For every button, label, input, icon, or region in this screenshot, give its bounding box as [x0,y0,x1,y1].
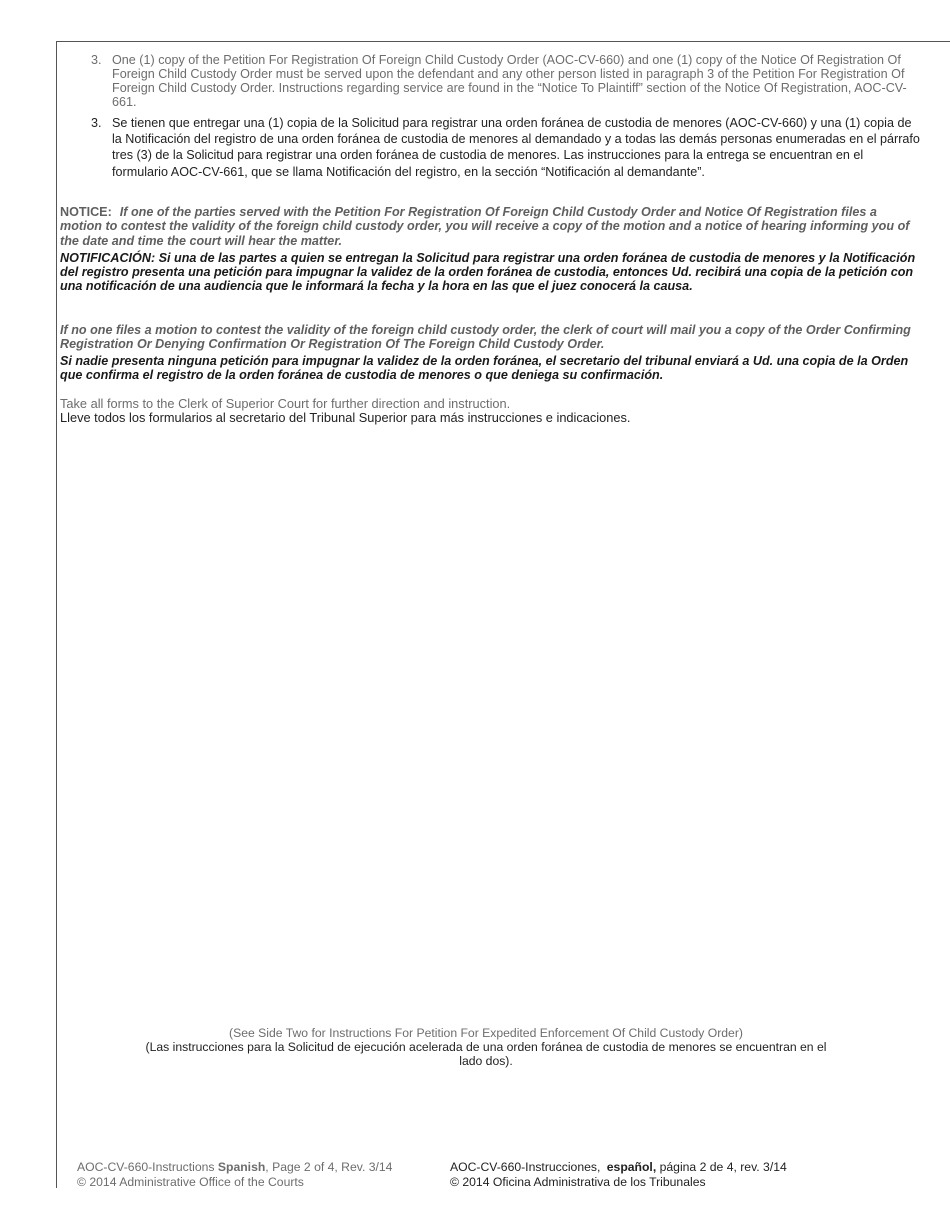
list-item-spanish [91,115,921,180]
notice-label: NOTICE: [60,205,112,219]
footer-left-form-line [77,1160,392,1175]
list-item-english [91,53,921,109]
footer-right-form: AOC-CV-660-Instrucciones, [450,1160,601,1174]
item-text-spanish: Se tienen que entregar una (1) copia de la Solicitud para registrar una orden foránea de custodia de menores (AOC-CV-660) y una (1) copia de la Notificación del registro de una orden foránea de custodia de menores al demandado y a todas las demás personas enumeradas en el párrafo tres (3) de la Solicitud para registrar una orden foránea de custodia de menores. Las instrucciones para la entrega se encuentran en el formulario AOC-CV-661, que se llama Notificación del registro, en la sección “Notificación al demandante”. [112,116,920,179]
footer-left-lang: Spanish [217,1160,266,1174]
footer-right-lang: español, [606,1160,657,1174]
notice-block [60,205,922,294]
side-two-english: (See Side Two for Instructions For Petition For Expedited Enforcement Of Child Custody Order) [229,1026,743,1040]
page-border-top [56,41,950,42]
take-forms-english: Take all forms to the Clerk of Superior Court for further direction and instruction. [60,396,511,411]
item-number-spanish: 3. [91,116,102,130]
footer-right-rest: página 2 de 4, rev. 3/14 [659,1160,787,1174]
page-border-left [56,41,57,1188]
side-two-spanish: (Las instrucciones para la Solicitud de ejecución acelerada de una orden foránea de custodia de menores se encuentran en el lado dos). [145,1040,827,1068]
footer-left-copyright: © 2014 Administrative Office of the Courts [77,1174,304,1189]
take-forms-block [60,397,920,425]
notice-english-text: If one of the parties served with the Petition For Registration Of Foreign Child Custody Order and Notice Of Registration files a motion to contest the validity of the foreign child custody order, you will receive a copy of the motion and a notice of hearing informing you of the date and time the court will hear the matter. [60,205,910,248]
notice-english [60,205,922,248]
item-number: 3. [91,53,102,67]
side-two-note [140,1026,832,1068]
footer-right-form-line [450,1160,787,1175]
no-motion-block [60,323,922,382]
no-motion-english: If no one files a motion to contest the validity of the foreign child custody order, the clerk of court will mail you a copy of the Order Confirming Registration Or Denying Confirmation Or Registration Of The Foreign Child Custody Order. [60,323,911,352]
instruction-list [91,53,921,186]
take-forms-spanish: Lleve todos los formularios al secretario del Tribunal Superior para más instrucciones e indicaciones. [60,410,631,425]
footer-left-form: AOC-CV-660-Instructions [77,1160,215,1174]
no-motion-spanish: Si nadie presenta ninguna petición para impugnar la validez de la orden foránea, el secretario del tribunal enviará a Ud. una copia de la Orden que confirma el registro de la orden foránea de custodia de menores o que deniega su confirmación. [60,353,909,382]
footer-right-copyright: © 2014 Oficina Administrativa de los Tribunales [450,1174,706,1189]
footer-left [77,1160,392,1189]
notice-spanish: NOTIFICACIÓN: Si una de las partes a quien se entregan la Solicitud para registrar una orden foránea de custodia de menores y la Notificación del registro presenta una petición para impugnar la validez de la orden foránea de custodia, entonces Ud. recibirá una copia de la petición con una notificación de una audiencia que le informará la fecha y la hora en las que el juez conocerá la causa. [60,250,916,294]
item-text-english: One (1) copy of the Petition For Registration Of Foreign Child Custody Order (AOC-CV-660) and one (1) copy of the Notice Of Registration Of Foreign Child Custody Order must be served upon the defendant and any other person listed in paragraph 3 of the Petition For Registration Of Foreign Child Custody Order. Instructions regarding service are found in the “Notice To Plaintiff” section of the Notice Of Registration, AOC-CV-661. [112,53,907,109]
footer-left-rest: , Page 2 of 4, Rev. 3/14 [265,1160,393,1174]
footer-right [450,1160,787,1189]
